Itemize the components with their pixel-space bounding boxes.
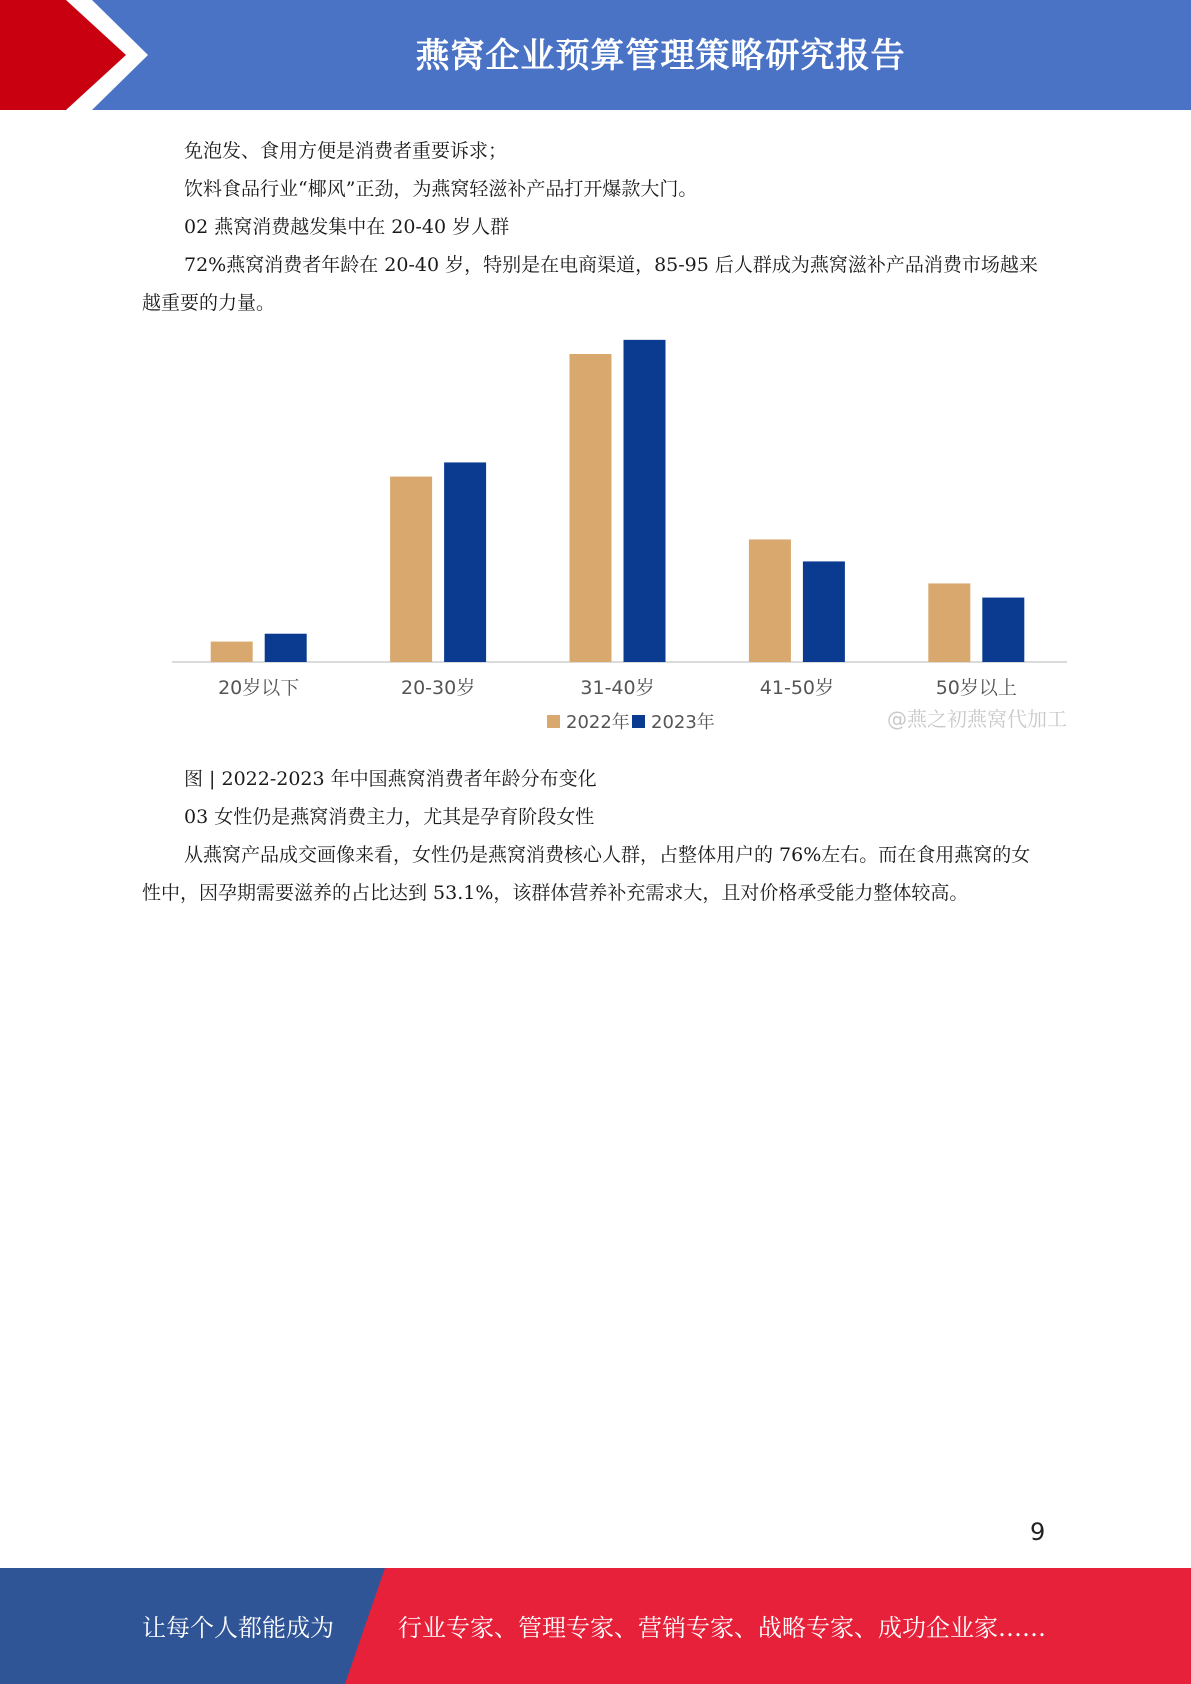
- bar-2022年-20-30岁: [390, 477, 432, 662]
- age-distribution-chart: [142, 322, 1079, 752]
- section-heading: 02 燕窝消费越发集中在 20-40 岁人群: [184, 216, 510, 238]
- x-tick-label: 31-40岁: [580, 677, 655, 699]
- legend-label: 2023年: [651, 712, 715, 733]
- paragraph: 饮料食品行业“椰风”正劲，为燕窝轻滋补产品打开爆款大门。: [184, 178, 698, 200]
- header-banner: [0, 0, 1191, 110]
- x-tick-label: 20岁以下: [218, 677, 300, 699]
- paragraph: 72%燕窝消费者年龄在 20-40 岁，特别是在电商渠道，85-95 后人群成为燕窝滋补产品消费市场越来越重要的力量。: [142, 254, 1038, 314]
- lower-text: [142, 760, 1047, 912]
- chart-svg: [142, 322, 1079, 752]
- legend-swatch: [632, 715, 645, 728]
- bar-2023年-41-50岁: [803, 561, 845, 662]
- bar-2023年-31-40岁: [624, 340, 666, 662]
- bar-2022年-50岁以上: [928, 583, 970, 662]
- bar-2023年-20岁以下: [265, 634, 307, 662]
- footer-banner: [0, 1568, 1191, 1684]
- bar-2022年-31-40岁: [570, 354, 612, 662]
- legend-label: 2022年: [566, 712, 630, 733]
- bar-2023年-20-30岁: [444, 462, 486, 662]
- intro-text: [142, 132, 1047, 322]
- footer-slogan-left: 让每个人都能成为: [142, 1614, 334, 1642]
- paragraph: 从燕窝产品成交画像来看，女性仍是燕窝消费核心人群，占整体用户的 76%左右。而在食用燕窝的女性中，因孕期需要滋养的占比达到 53.1%，该群体营养补充需求大，且对价格承受能力整体较高。: [142, 844, 1031, 904]
- x-tick-label: 41-50岁: [759, 677, 835, 699]
- x-tick-label: 20-30岁: [400, 677, 476, 699]
- figure-caption: 图 | 2022-2023 年中国燕窝消费者年龄分布变化: [184, 768, 597, 790]
- bar-2022年-41-50岁: [749, 539, 791, 662]
- bar-2023年-50岁以上: [982, 598, 1024, 662]
- report-title: 燕窝企业预算管理策略研究报告: [415, 36, 906, 76]
- bar-2022年-20岁以下: [211, 642, 253, 662]
- section-heading: 03 女性仍是燕窝消费主力，尤其是孕育阶段女性: [184, 806, 595, 828]
- chart-watermark: @燕之初燕窝代加工: [887, 707, 1067, 731]
- paragraph: 免泡发、食用方便是消费者重要诉求；: [184, 140, 508, 162]
- legend-swatch: [547, 715, 560, 728]
- x-tick-label: 50岁以上: [935, 677, 1017, 699]
- page-number: 9: [1030, 1518, 1046, 1546]
- footer-slogan-right: 行业专家、管理专家、营销专家、战略专家、成功企业家……: [398, 1614, 1046, 1642]
